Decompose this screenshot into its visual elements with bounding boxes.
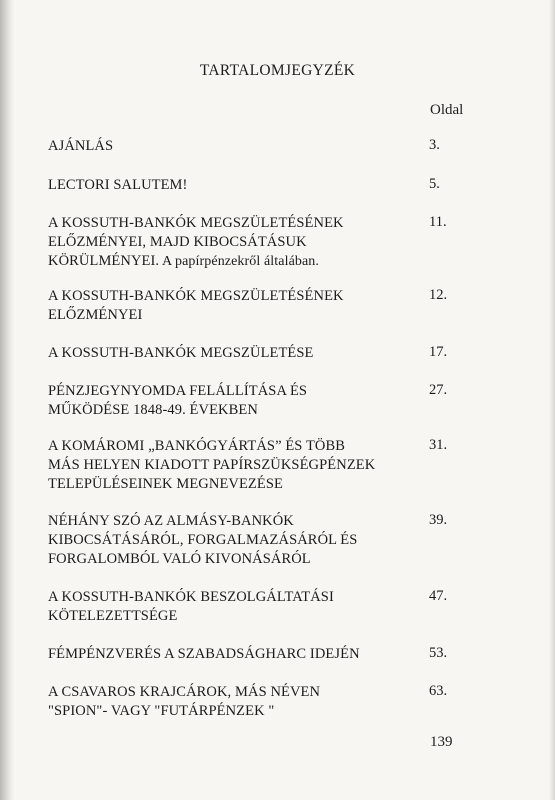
page-edge (549, 0, 555, 800)
toc-entry-page: 5. (429, 176, 440, 192)
toc-entry-page: 3. (429, 137, 440, 153)
toc-entry-page: 12. (429, 287, 448, 303)
toc-entry-title: AJÁNLÁS (48, 138, 114, 154)
toc-entry (48, 588, 478, 626)
toc-entry (48, 214, 478, 271)
page-column-label: Oldal (430, 102, 464, 118)
toc-entry (48, 512, 478, 569)
toc-entry-page: 39. (429, 512, 448, 528)
toc-entry (48, 344, 478, 363)
toc-entry-title: A KOSSUTH-BANKÓK MEGSZÜLETÉSÉNEK ELŐZMÉNYEI, MAJD KIBOCSÁTÁSUK KÖRÜLMÉNYEI. A papírpénzekről általában. (48, 215, 344, 269)
book-spine-shadow (0, 0, 14, 800)
toc-heading: TARTALOMJEGYZÉK (199, 62, 356, 79)
toc-entry-page: 11. (429, 214, 447, 230)
toc-entry-title: PÉNZJEGYNYOMDA FELÁLLÍTÁSA ÉS MŰKÖDÉSE 1848-49. ÉVEKBEN (48, 383, 308, 418)
page-number: 139 (430, 734, 453, 750)
toc-entry-page: 63. (429, 683, 448, 699)
toc-entry (48, 176, 478, 195)
toc-entry-title: NÉHÁNY SZÓ AZ ALMÁSY-BANKÓK KIBOCSÁTÁSÁRÓL, FORGALMAZÁSÁRÓL ÉS FORGALOMBÓL VALÓ KIVONÁSÁRÓL (48, 513, 358, 567)
toc-entry-title: A KOSSUTH-BANKÓK BESZOLGÁLTATÁSI KÖTELEZETTSÉGE (48, 589, 334, 624)
toc-entry (48, 287, 478, 325)
toc-entry-title: FÉMPÉNZVERÉS A SZABADSÁGHARC IDEJÉN (48, 646, 360, 662)
toc-entry-title: LECTORI SALUTEM! (48, 177, 188, 193)
toc-entry-page: 31. (429, 437, 448, 453)
toc-entry-title: A KOSSUTH-BANKÓK MEGSZÜLETÉSE (48, 345, 314, 361)
toc-entry (48, 382, 478, 420)
toc-entry-title: A KOMÁROMI „BANKÓGYÁRTÁS” ÉS TÖBB MÁS HELYEN KIADOTT PAPÍRSZÜKSÉGPÉNZEK TELEPÜLÉSEINEK MEGNEVEZÉSE (48, 438, 376, 492)
toc-entry-title: A CSAVAROS KRAJCÁROK, MÁS NÉVEN "SPION"- VAGY "FUTÁRPÉNZEK " (48, 684, 321, 719)
toc-entry (48, 645, 478, 664)
toc-entry (48, 683, 478, 721)
toc-entry-title: A KOSSUTH-BANKÓK MEGSZÜLETÉSÉNEK ELŐZMÉNYEI (48, 288, 344, 323)
toc-entry-page: 17. (429, 344, 448, 360)
toc-entry (48, 437, 478, 494)
toc-entry (48, 137, 478, 156)
toc-entry-page: 53. (429, 645, 448, 661)
toc-entry-page: 27. (429, 382, 448, 398)
toc-entry-page: 47. (429, 588, 448, 604)
